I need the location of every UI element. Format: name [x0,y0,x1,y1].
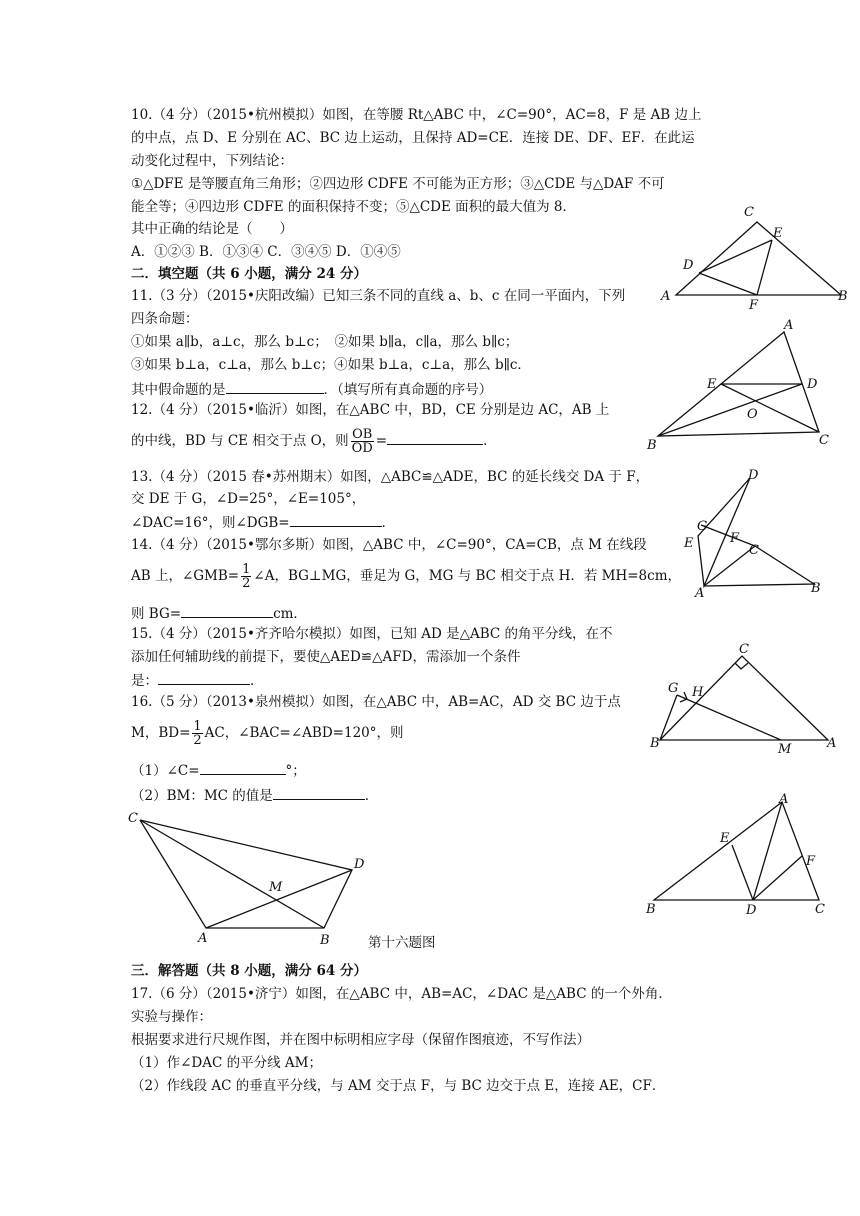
q11-line-4: ③如果 b⊥a，c⊥a，那么 b⊥c；④如果 b⊥a，c⊥a，那么 b∥c． [131,357,531,373]
q10-label-f: F [749,298,759,313]
q10-line-2: 的中点，点 D、E 分别在 AC、BC 边上运动，且保持 AD=CE．连接 DE、DF、EF．在此运 [131,130,695,146]
q14-segment-gm [677,695,781,740]
q15-bisector-ad [753,802,782,900]
q15-line-1: 15.（4 分）（2015•齐齐哈尔模拟）如图，已知 AD 是△ABC 的角平分线，在不 [131,626,613,642]
q17-line-3: 根据要求进行尺规作图，并在图中标明相应字母（保留作图痕迹，不写作法） [131,1032,590,1048]
q12-label-c: C [819,433,829,448]
q11-line-2: 四条命题： [131,311,199,327]
q16-line-3 [131,760,306,780]
q16-segment-cb [140,820,324,928]
q13-answer-blank[interactable] [290,512,382,527]
q10-line-6: 其中正确的结论是（ ） [131,221,293,237]
q10-figure [652,200,852,313]
q12-label-d: D [807,377,818,392]
q12-label-o: O [747,407,758,422]
q10-label-a: A [661,289,671,304]
q15-label-e: E [720,831,730,846]
q13-label-d: D [748,468,759,483]
q10-options: A．①②③ B．①③④ C．③④⑤ D．①④⑤ [131,244,401,260]
q11-line-3: ①如果 a∥b，a⊥c，那么 b⊥c； ②如果 b∥a，c∥a，那么 b∥c； [131,334,519,350]
q15-figure [644,790,844,918]
q10-label-b: B [838,289,848,304]
q16-line-4 [131,785,378,805]
q15-segment-de [732,845,753,900]
q16-line-2 [131,718,404,748]
q13-label-g: G [697,519,708,534]
q10-line-4: ①△DFE 是等腰直角三角形；②四边形 CDFE 不可能为正方形；③△CDE 与△DAF 不可 [131,176,665,192]
q17-line-4: （1）作∠DAC 的平分线 AM； [131,1055,322,1071]
q16-figure [124,808,374,948]
q15-line-2: 添加任何辅助线的前提下，要使△AED≌△AFD，需添加一个条件 [131,649,521,665]
q15-line-3 [131,670,264,690]
q12-label-e: E [707,377,717,392]
q14-label-b: B [650,736,660,751]
q14-label-a: A [827,736,837,751]
q17-line-2: 实验与操作： [131,1009,212,1025]
q10-label-c: C [744,205,754,220]
q15-label-d: D [746,903,757,918]
q14-line-2-rest: ∠A，BG⊥MG，垂足为 G，MG 与 BC 相交于点 H．若 MH=8cm， [253,568,681,584]
q13-line-2: 交 DE 于 G，∠D=25°，∠E=105°， [131,491,366,507]
q12-line-1: 12.（4 分）（2015•临沂）如图，在△ABC 中，BD，CE 分别是边 AC，AB 上 [131,402,610,418]
q10-label-d: D [683,258,694,273]
q12-answer-blank[interactable] [387,430,483,445]
q12-fraction-denominator: OD [351,441,373,456]
q16-part-2-blank[interactable] [273,785,365,800]
q15-label-f: F [806,854,816,869]
q15-label-b: B [646,902,656,917]
q14-fraction-numerator: 1 [242,562,251,577]
q14-line-2 [131,561,681,591]
q10-segment-ef [757,240,772,295]
q10-segment-df [699,273,757,295]
q11-prompt: 其中假命题的是 [131,382,226,398]
q16-part-1-prompt: （1）∠C= [131,763,200,779]
q16-figure-caption: 第十六题图 [368,935,436,951]
q13-label-f: F [730,531,740,546]
q12-fraction [351,428,374,455]
q14-unit: cm． [273,606,307,622]
q16-line-2-rest: AC，∠BAC=∠ABD=120°，则 [204,725,404,741]
q16-fraction [192,720,202,747]
q16-label-a: A [198,931,208,946]
q14-line-1: 14.（4 分）（2015•鄂尔多斯）如图，△ABC 中，∠C=90°，CA=CB，点 M 在线段 [131,537,647,553]
q14-fraction-denominator: 2 [242,576,251,591]
q16-prompt: M，BD= [131,725,191,741]
q10-triangle-abc [676,222,841,295]
q14-right-angle-c [735,663,748,669]
q15-period: ． [250,673,264,689]
q16-segment-ad [206,870,352,928]
q12-label-b: B [647,438,657,453]
q13-label-b: B [811,581,821,596]
q14-prompt-2: 则 BG= [131,606,182,622]
q15-answer-blank[interactable] [158,670,250,685]
q16-label-m: M [269,880,283,895]
q14-label-g: G [668,681,679,696]
q12-label-a: A [784,318,794,333]
q10-label-e: E [773,226,783,241]
q15-label-c: C [815,902,825,917]
q13-prompt: ∠DAC=16°，则∠DGB= [131,515,290,531]
q16-part-1-unit: °； [285,763,306,779]
q11-line-5 [131,379,492,399]
section-3-title: 三．解答题（共 8 小题，满分 64 分） [131,963,367,979]
q17-line-5: （2）作线段 AC 的垂直平分线，与 AM 交于点 F，与 BC 边交于点 E，连接 AE，CF． [131,1078,666,1094]
q14-answer-blank[interactable] [181,603,273,618]
q16-label-d: D [354,857,365,872]
q13-figure [680,466,830,601]
q13-label-e: E [684,536,694,551]
q16-label-b: B [320,933,330,948]
q12-median-bd [658,384,802,436]
q12-line-2: 的中线，BD 与 CE 相交于点 O，则 $\frac{OB}{OD}$ = ． [131,427,497,456]
q12-equals: = [375,433,388,449]
q14-segment-bg [660,695,677,740]
q10-line-1: 10.（4 分）（2015•杭州模拟）如图，在等腰 Rt△ABC 中，∠C=90°，AC=8，F 是 AB 边上 [131,107,702,123]
q15-segment-df [753,856,802,900]
section-2-title: 二．填空题（共 6 小题，满分 24 分） [131,266,367,282]
q15-triangle-abc [654,802,819,900]
q13-line-3: ∠DAC=16°，则∠DGB= ． [131,512,395,532]
q13-label-c: C [749,543,759,558]
q16-part-2-period: ． [364,788,379,804]
q12-figure [644,318,844,453]
q15-label-a: A [779,792,789,807]
q12-fraction-numerator: OB [352,427,373,442]
q14-label-h: H [692,685,704,700]
q14-fraction [241,563,251,590]
q17-line-1: 17.（6 分）（2015•济宁）如图，在△ABC 中，AB=AC，∠DAC 是△ABC 的一个外角． [131,986,672,1002]
q14-prompt: AB 上，∠GMB= [131,568,240,584]
q12-prompt: 的中线，BD 与 CE 相交于点 O，则 [131,433,349,449]
q11-hint: ．（填写所有真命题的序号） [323,382,493,398]
q16-fraction-numerator: 1 [193,719,202,734]
q11-line-1: 11.（3 分）（2015•庆阳改编）已知三条不同的直线 a、b、c 在同一平面内，下列 [131,288,626,304]
q13-label-a: A [695,586,705,601]
q16-part-2-prompt: （2）BM：MC 的值是 [131,788,273,804]
q10-segment-de [699,240,772,273]
q16-part-1-blank[interactable] [200,760,286,775]
q16-line-1: 16.（5 分）（2013•泉州模拟）如图，在△ABC 中，AB=AC，AD 交 BC 边于点 [131,694,621,710]
q11-answer-blank[interactable] [226,379,324,394]
q15-prompt: 是： [131,673,158,689]
q13-triangle-abc [704,546,814,586]
q16-fraction-denominator: 2 [193,733,202,748]
q14-label-c: C [739,642,749,657]
q13-line-1: 13.（4 分）（2015 春•苏州期末）如图，△ABC≌△ADE，BC 的延长线交 DA 于 F， [131,469,650,485]
q14-label-m: M [778,742,792,757]
q16-label-c: C [128,811,138,826]
q14-figure [646,640,846,760]
q10-line-5: 能全等；④四边形 CDFE 的面积保持不变；⑤△CDE 面积的最大值为 8． [131,199,577,215]
q10-line-3: 动变化过程中，下列结论： [131,153,293,169]
q14-line-3 [131,603,307,623]
